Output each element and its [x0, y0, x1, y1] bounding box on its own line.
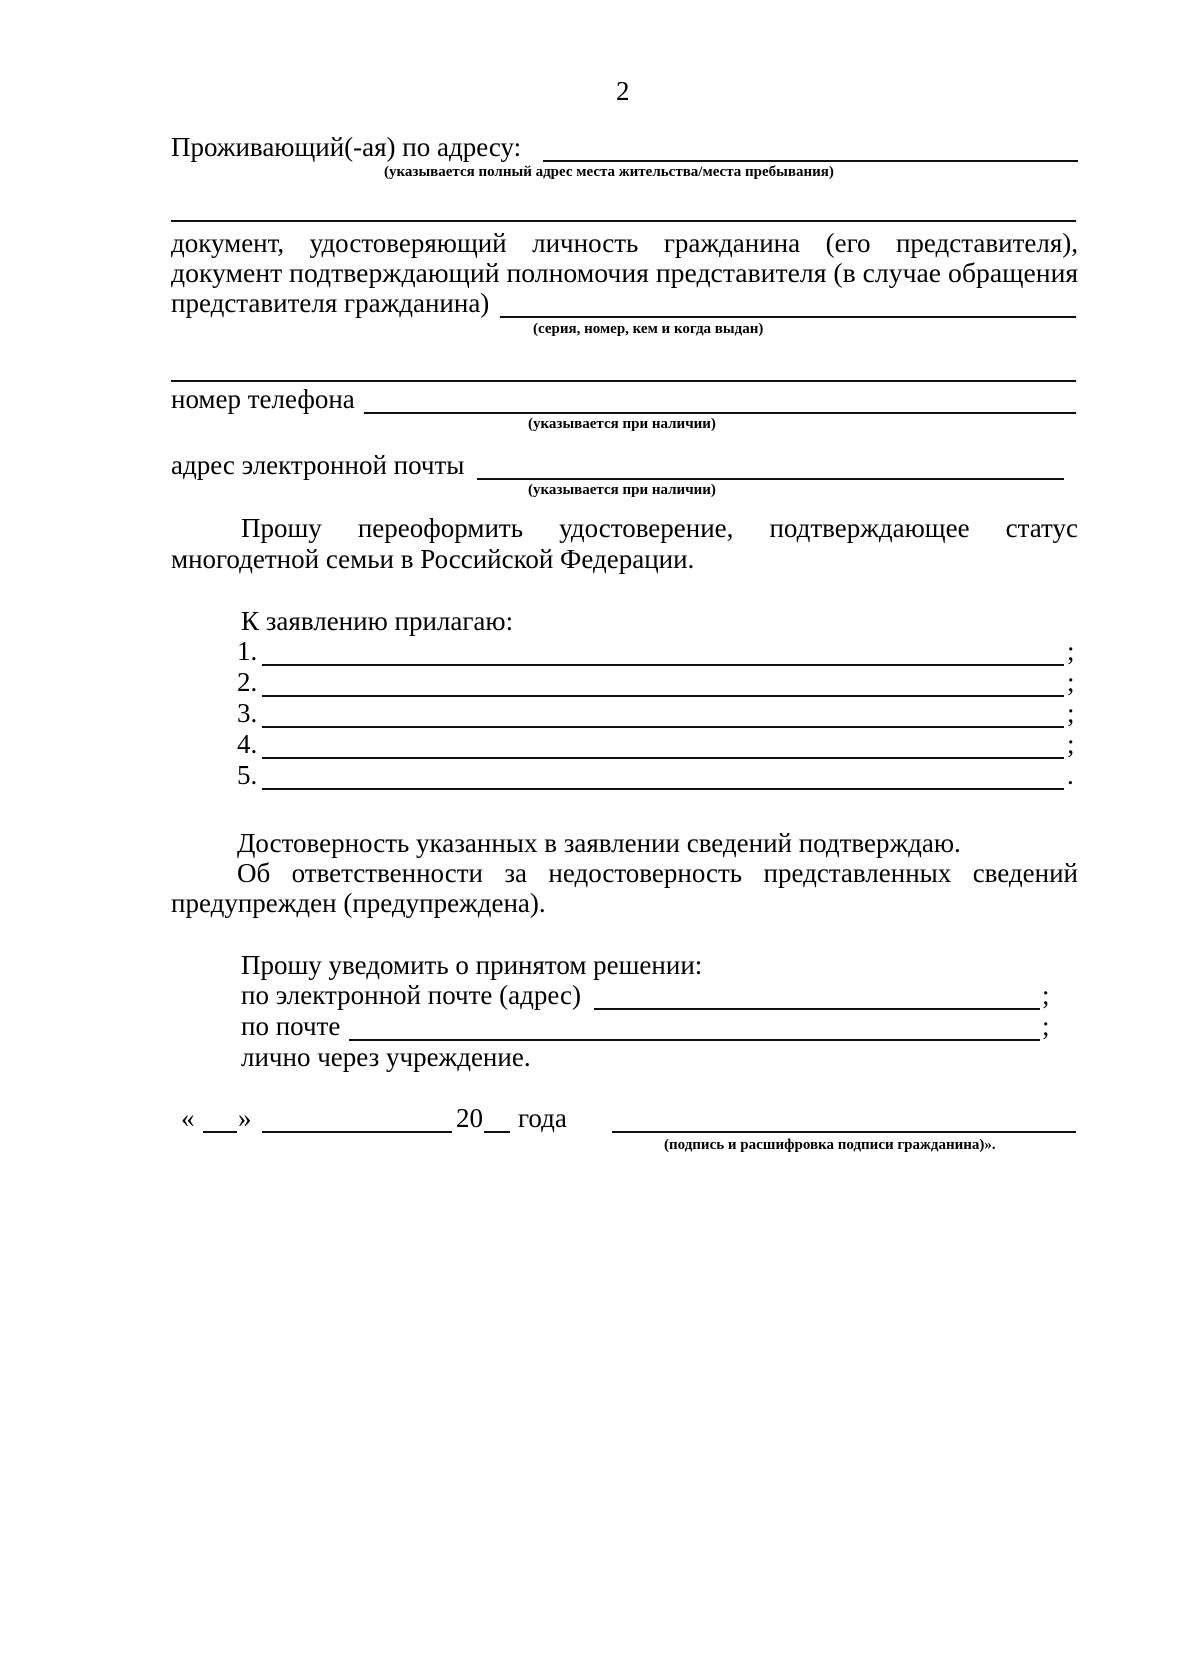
attachment-number: 1. [237, 636, 258, 666]
phone-hint: (указывается при наличии) [528, 416, 716, 432]
email-hint: (указывается при наличии) [528, 482, 716, 498]
attachment-number: 3. [237, 698, 258, 728]
attachment-end: ; [1067, 729, 1075, 759]
address-label: Проживающий(-ая) по адресу: [171, 132, 522, 162]
email-label: адрес электронной почты [171, 450, 465, 480]
attachment-end: ; [1067, 667, 1075, 697]
document-line[interactable] [500, 316, 1076, 318]
document-word: гражданина [663, 228, 801, 258]
attachment-line[interactable] [262, 788, 1064, 790]
attachment-line[interactable] [262, 695, 1064, 697]
attachment-number: 2. [237, 667, 258, 697]
date-year-label: года [518, 1103, 567, 1133]
document-line-3-label: представителя гражданина) [171, 288, 490, 318]
page-number: 2 [616, 76, 630, 106]
date-year-prefix: 20 [456, 1103, 483, 1133]
attachment-end: ; [1067, 636, 1075, 666]
confirm-word: недостоверность [548, 858, 743, 888]
confirm-word: за [504, 858, 527, 888]
date-open-quote: « [181, 1103, 195, 1133]
request-line-1 [241, 513, 1078, 543]
request-word: статус [1005, 513, 1078, 543]
attachment-end: . [1067, 760, 1074, 790]
email-line[interactable] [477, 478, 1064, 480]
date-day-line[interactable] [203, 1131, 237, 1133]
confirm-word: представленных [763, 858, 952, 888]
document-word: (его [825, 228, 871, 258]
address-line[interactable] [543, 160, 1078, 162]
attachment-end: ; [1067, 698, 1075, 728]
request-word: удостоверение, [559, 513, 734, 543]
request-word: переоформить [357, 513, 524, 543]
signature-line[interactable] [612, 1131, 1076, 1133]
signature-hint: (подпись и расшифровка подписи гражданина)». [664, 1137, 996, 1153]
attachment-number: 5. [237, 760, 258, 790]
address-line-2[interactable] [171, 220, 1076, 222]
document-line-2: документ подтверждающий полномочия представителя (в случае обращения [171, 258, 1079, 288]
attachment-line[interactable] [262, 757, 1064, 759]
notify-post-end: ; [1042, 1011, 1050, 1041]
confirm-line-2 [237, 858, 1078, 888]
document-word: удостоверяющий [309, 228, 507, 258]
request-word: подтверждающее [769, 513, 970, 543]
document-line-2-blank[interactable] [171, 380, 1076, 382]
phone-label: номер телефона [171, 384, 355, 414]
notify-post-line[interactable] [349, 1039, 1040, 1041]
confirm-line-1: Достоверность указанных в заявлении сведений подтверждаю. [237, 828, 961, 858]
document-line-1 [171, 228, 1078, 258]
confirm-word: Об [237, 858, 271, 888]
attachment-line[interactable] [262, 726, 1064, 728]
confirm-word: сведений [972, 858, 1078, 888]
phone-line[interactable] [364, 412, 1076, 414]
attachment-line[interactable] [262, 664, 1064, 666]
notify-email-line[interactable] [594, 1008, 1040, 1010]
notify-email-end: ; [1042, 980, 1050, 1010]
confirm-word: ответственности [291, 858, 483, 888]
attachment-number: 4. [237, 729, 258, 759]
document-hint: (серия, номер, кем и когда выдан) [533, 321, 764, 337]
notify-personal: лично через учреждение. [241, 1042, 531, 1072]
request-word: Прошу [241, 513, 322, 543]
date-close-quote: » [238, 1103, 252, 1133]
attachments-heading: К заявлению прилагаю: [241, 606, 514, 636]
document-word: представителя), [895, 228, 1078, 258]
notify-heading: Прошу уведомить о принятом решении: [241, 950, 703, 980]
date-month-line[interactable] [262, 1131, 452, 1133]
confirm-line-3: предупрежден (предупреждена). [171, 888, 546, 918]
notify-post-label: по почте [241, 1011, 341, 1041]
document-word: документ, [171, 228, 285, 258]
date-year-line[interactable] [484, 1131, 510, 1133]
document-word: личность [532, 228, 639, 258]
request-line-2: многодетной семьи в Российской Федерации. [171, 544, 695, 574]
notify-email-label: по электронной почте (адрес) [241, 980, 581, 1010]
address-hint: (указывается полный адрес места жительства/места пребывания) [384, 164, 834, 180]
